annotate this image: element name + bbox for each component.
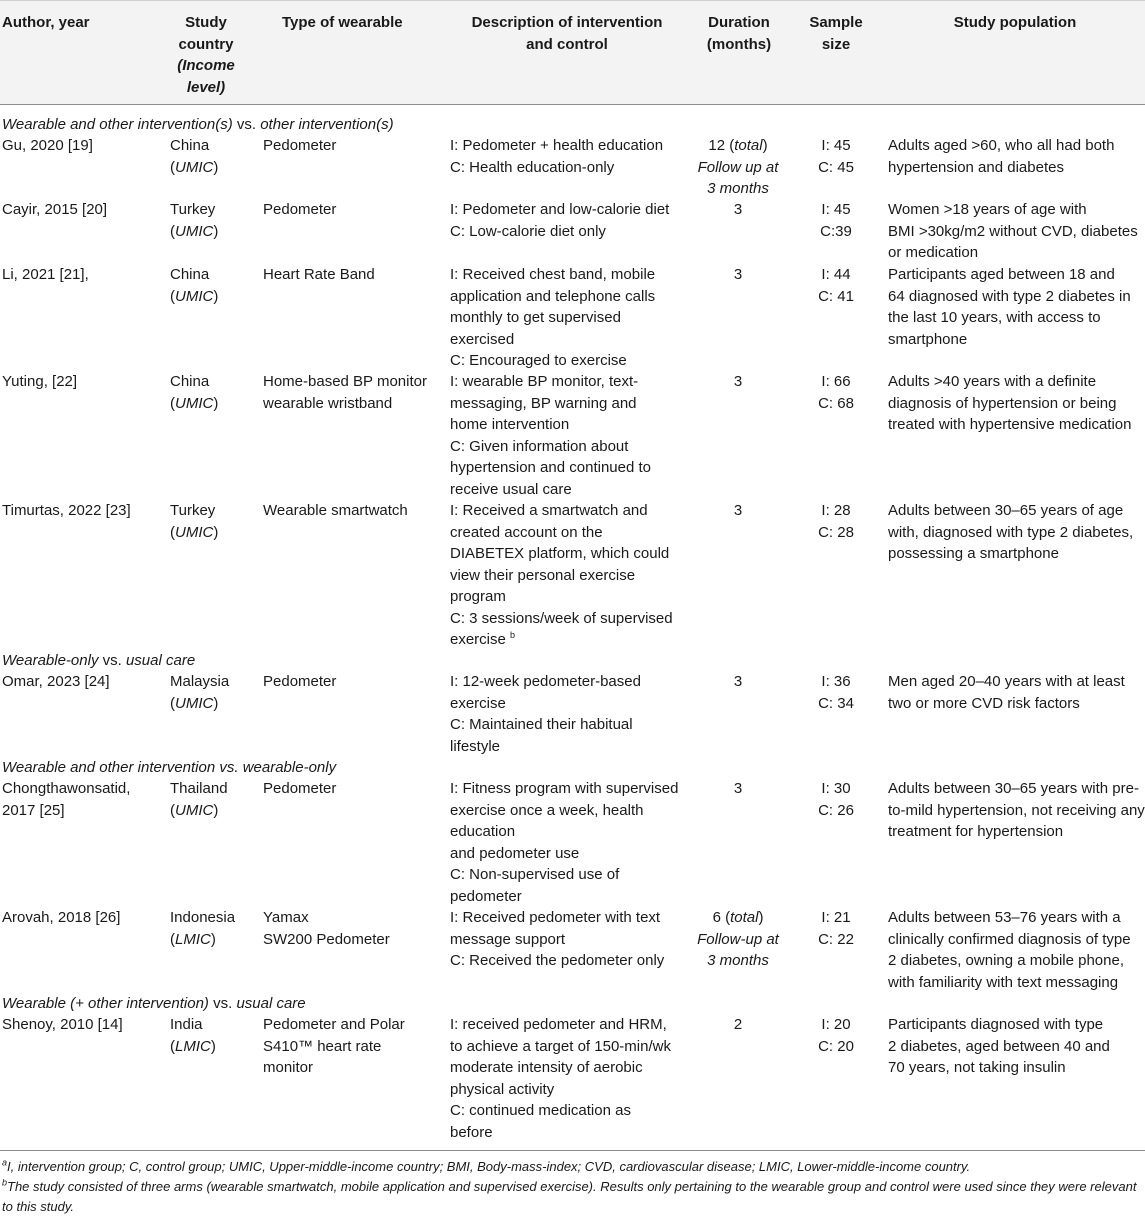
- cell-duration-follow: 3 months: [707, 180, 769, 197]
- cell-duration: 3: [733, 266, 743, 283]
- header-description-line2: and control: [526, 35, 608, 53]
- header-author: Author, year: [2, 14, 90, 31]
- footnote-b: [2, 1177, 1142, 1216]
- cell-income: UMIC: [175, 287, 214, 305]
- cell-population: Adults between 30–65 years with pre- to-mild hypertension, not receiving any treatment for hypertension: [888, 780, 1145, 840]
- cell-population: Men aged 20–40 years with at least two or more CVD risk factors: [888, 673, 1125, 712]
- cell-country-name: Malaysia: [170, 673, 230, 690]
- cell-wearable: Pedometer: [263, 673, 337, 690]
- cell-author: Shenoy, 2010 [14]: [2, 1016, 123, 1033]
- header-duration: [696, 12, 782, 55]
- cell-duration: 2: [733, 1016, 743, 1033]
- cell-duration: 6 (total) Follow-up at 3 months: [686, 907, 790, 972]
- cell-country: Malaysia (UMIC): [170, 671, 260, 714]
- cell-author: Yuting, [22]: [2, 373, 78, 390]
- cell-country: China (UMIC): [170, 371, 260, 414]
- cell-duration-follow: Follow-up at: [697, 930, 779, 948]
- cell-country-name: Turkey: [170, 502, 216, 519]
- cell-duration: 3: [733, 201, 743, 218]
- cell-duration-note: total: [730, 909, 759, 926]
- cell-author: Timurtas, 2022 [23]: [2, 502, 131, 519]
- cell-country-name: China: [170, 137, 210, 154]
- cell-country-name: Indonesia: [170, 909, 236, 926]
- cell-wearable: Pedometer: [263, 201, 337, 218]
- cell-description: I: wearable BP monitor, text- messaging, BP warning and home intervention C: Given information about hypertension and continued to receive usual care: [450, 373, 651, 498]
- cell-duration: 3: [733, 673, 743, 690]
- footnote-marker: b: [2, 1177, 8, 1188]
- cell-sample: I: 45 C: 45: [818, 137, 854, 176]
- cell-sample: I: 30 C: 26: [818, 780, 854, 819]
- cell-description: I: Fitness program with supervised exercise once a week, health education and pedometer use C: Non-supervised use of pedometer: [450, 780, 679, 905]
- section-text: Wearable (+ other intervention): [2, 995, 209, 1012]
- cell-description: I: Pedometer and low-calorie diet C: Low-calorie diet only: [450, 201, 670, 240]
- section-heading: Wearable and other intervention vs. wearable-only: [2, 759, 337, 776]
- cell-sample: I: 44 C: 41: [818, 266, 854, 305]
- header-duration-line2: (months): [706, 35, 772, 53]
- cell-country: China (UMIC): [170, 264, 260, 307]
- section-heading: [2, 650, 195, 672]
- header-sample-line1: Sample: [809, 14, 863, 31]
- cell-duration-follow: Follow up at: [697, 158, 779, 176]
- cell-author: Cayir, 2015 [20]: [2, 201, 108, 218]
- footnote-a: [2, 1157, 1142, 1177]
- cell-country: Thailand (UMIC): [170, 778, 260, 821]
- header-population: Study population: [953, 14, 1077, 31]
- cell-sample: I: 36 C: 34: [818, 673, 854, 712]
- cell-country-name: China: [170, 373, 210, 390]
- cell-country-name: Thailand: [170, 780, 228, 797]
- cell-income: LMIC: [175, 1037, 211, 1055]
- cell-country: Indonesia (LMIC): [170, 907, 260, 950]
- section-text: other intervention(s): [260, 116, 394, 133]
- cell-country-name: Turkey: [170, 201, 216, 218]
- section-heading: [2, 114, 394, 136]
- cell-description: I: Pedometer + health education C: Health education-only: [450, 137, 664, 176]
- header-country: [160, 12, 252, 98]
- cell-sample: I: 28 C: 28: [818, 502, 854, 541]
- header-country-line3: (Income: [177, 57, 235, 74]
- cell-sample: I: 21 C: 22: [818, 909, 854, 948]
- cell-description: I: received pedometer and HRM, to achieve a target of 150-min/wk moderate intensity of aerobic physical activity C: continued medication as before: [450, 1016, 671, 1141]
- section-vs: vs.: [98, 652, 126, 669]
- cell-country-name: China: [170, 266, 210, 283]
- header-sample-line2: size: [821, 35, 851, 53]
- header-description-line1: Description of intervention: [471, 14, 663, 31]
- cell-country: Turkey (UMIC): [170, 500, 260, 543]
- cell-country: India (LMIC): [170, 1014, 260, 1057]
- cell-author: Gu, 2020 [19]: [2, 137, 93, 154]
- cell-duration: 3: [733, 502, 743, 519]
- cell-author: Li, 2021 [21],: [2, 266, 89, 283]
- cell-sample: I: 45 C:39: [820, 201, 852, 240]
- cell-description: I: 12-week pedometer-based exercise C: Maintained their habitual lifestyle: [450, 673, 641, 755]
- cell-population: Adults between 30–65 years of age with, diagnosed with type 2 diabetes, possessing a smartphone: [888, 502, 1134, 562]
- cell-author: Arovah, 2018 [26]: [2, 909, 121, 926]
- header-sample: [796, 12, 876, 55]
- cell-wearable: Pedometer and Polar S410™ heart rate monitor: [263, 1016, 405, 1076]
- header-wearable: Type of wearable: [282, 14, 403, 31]
- cell-duration: 12 (total) Follow up at 3 months: [686, 135, 790, 200]
- cell-income: UMIC: [175, 394, 214, 412]
- cell-sample: I: 20 C: 20: [818, 1016, 854, 1055]
- section-text: Wearable and other intervention(s): [2, 116, 233, 133]
- cell-country-name: India: [170, 1016, 203, 1033]
- section-text: usual care: [125, 652, 196, 669]
- cell-wearable: Wearable smartwatch: [263, 502, 408, 519]
- cell-income: UMIC: [175, 222, 214, 240]
- cell-income: UMIC: [175, 694, 214, 712]
- cell-author: Omar, 2023 [24]: [2, 673, 110, 690]
- cell-duration-value: 12: [708, 137, 726, 154]
- section-vs: vs.: [232, 116, 261, 133]
- cell-population: Adults aged >60, who all had both hypertension and diabetes: [888, 137, 1115, 176]
- footnote-marker: a: [2, 1157, 8, 1168]
- cell-wearable: Heart Rate Band: [263, 266, 375, 283]
- section-vs: vs.: [208, 995, 237, 1012]
- cell-population: Participants diagnosed with type 2 diabetes, aged between 40 and 70 years, not taking insulin: [888, 1016, 1110, 1076]
- cell-description: I: Received pedometer with text message support C: Received the pedometer only: [450, 909, 665, 969]
- cell-population: Adults between 53–76 years with a clinically confirmed diagnosis of type 2 diabetes, owning a mobile phone, with familiarity with text messaging: [888, 909, 1131, 991]
- section-heading: [2, 993, 306, 1015]
- cell-description-text: I: Received a smartwatch and created account on the DIABETEX platform, which could view their personal exercise program C: 3 sessions/week of supervised exercise: [450, 502, 673, 648]
- cell-author: Chongthawonsatid, 2017 [25]: [2, 780, 131, 819]
- section-text: Wearable-only: [2, 652, 99, 669]
- cell-income: UMIC: [175, 158, 214, 176]
- cell-duration-note: total: [734, 137, 763, 154]
- cell-wearable: Pedometer: [263, 137, 337, 154]
- header-country-line2: country: [178, 35, 234, 53]
- cell-wearable: Pedometer: [263, 780, 337, 797]
- cell-population: Women >18 years of age with BMI >30kg/m2 without CVD, diabetes or medication: [888, 201, 1138, 261]
- header-country-line1: Study: [185, 14, 227, 31]
- cell-income: UMIC: [175, 523, 214, 541]
- table-header: [0, 0, 1145, 105]
- header-country-line4: level): [186, 78, 226, 96]
- cell-country: China (UMIC): [170, 135, 260, 178]
- cell-duration-follow: 3 months: [707, 952, 769, 969]
- cell-sample: I: 66 C: 68: [818, 373, 854, 412]
- cell-country: Turkey (UMIC): [170, 199, 260, 242]
- footnote-marker: b: [510, 630, 516, 640]
- table-bottom-rule: [0, 1150, 1145, 1151]
- cell-population: Participants aged between 18 and 64 diagnosed with type 2 diabetes in the last 10 years, with access to smartphone: [888, 266, 1131, 348]
- cell-duration: 3: [733, 373, 743, 390]
- cell-description: I: Received chest band, mobile application and telephone calls monthly to get supervised exercised C: Encouraged to exercise: [450, 266, 656, 369]
- cell-income: UMIC: [175, 801, 214, 819]
- cell-duration-value: 6: [712, 909, 721, 926]
- cell-population: Adults >40 years with a definite diagnosis of hypertension or being treated with hypertensive medication: [888, 373, 1132, 433]
- cell-description: [450, 500, 690, 651]
- header-duration-line1: Duration: [708, 14, 770, 31]
- cell-wearable: Home-based BP monitor wearable wristband: [263, 373, 427, 412]
- cell-duration: 3: [733, 780, 743, 797]
- cell-wearable: Yamax SW200 Pedometer: [263, 909, 390, 948]
- footnote-text: The study consisted of three arms (wearable smartwatch, mobile application and supervised exercise). Results only pertaining to the wearable group and control were used since they were relevant to this study.: [2, 1179, 1137, 1214]
- header-description: [452, 12, 682, 55]
- section-text: usual care: [236, 995, 306, 1012]
- footnote-text: I, intervention group; C, control group; UMIC, Upper-middle-income country; BMI, Body-mass-index; CVD, cardiovascular disease; LMIC, Lower-middle-income country.: [7, 1159, 971, 1174]
- cell-income: LMIC: [175, 930, 211, 948]
